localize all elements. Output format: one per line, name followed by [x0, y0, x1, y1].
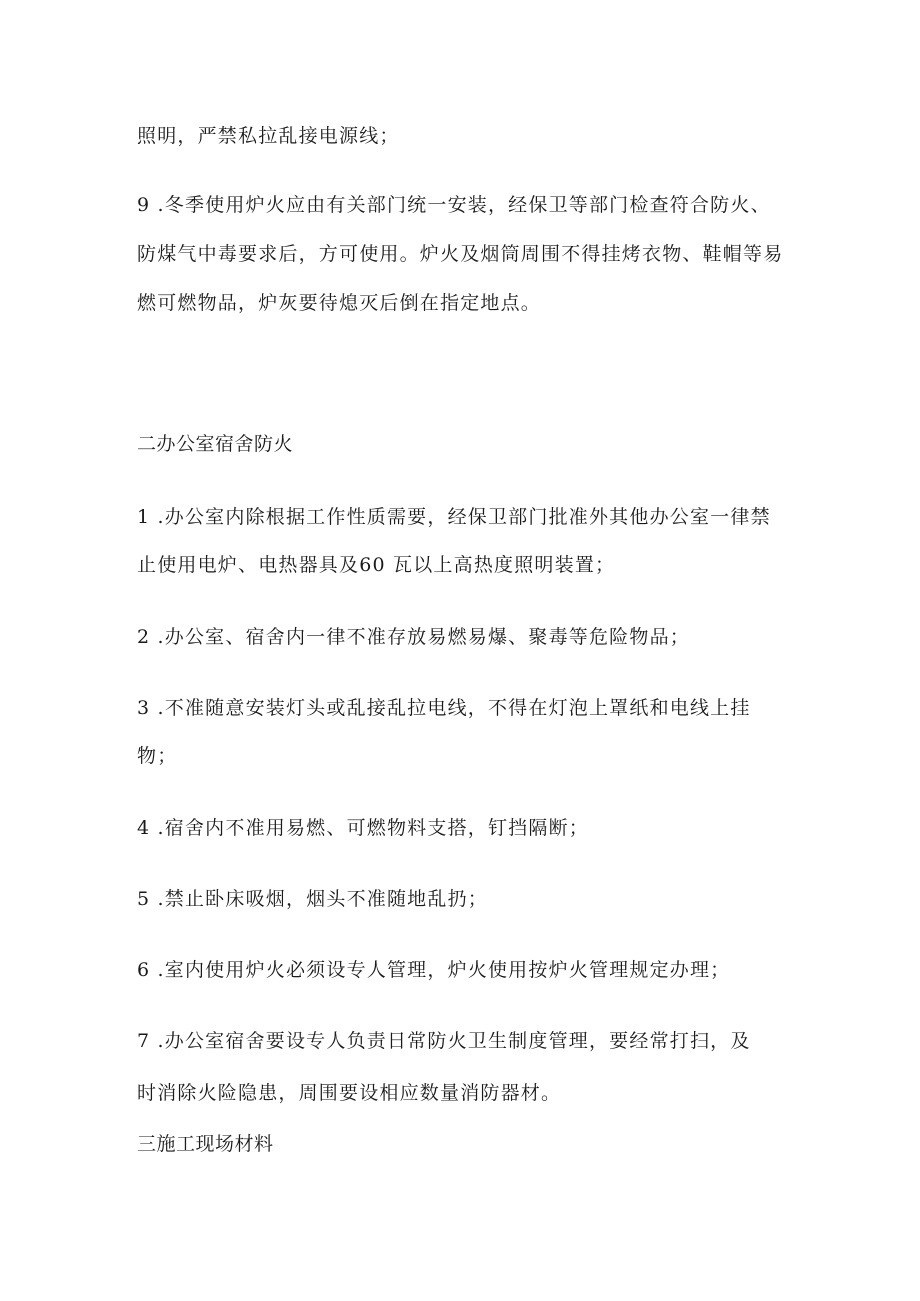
- section-2-item-3-line-1: 3 .不准随意安装灯头或乱接乱拉电线，不得在灯泡上罩纸和电线上挂: [137, 697, 751, 719]
- section-2-item-6-line-1: 6 .室内使用炉火必须设专人管理，炉火使用按炉火管理规定办理；: [137, 959, 731, 981]
- section-2-item-2-line-1: 2 .办公室、宿舍内一律不准存放易燃易爆、聚毒等危险物品；: [137, 626, 690, 648]
- section-2-item-3-line-2: 物；: [137, 745, 178, 767]
- section-2-item-5-line-1: 5 .禁止卧床吸烟，烟头不准随地乱扔；: [137, 888, 488, 910]
- item-9-line-3: 燃可燃物品，炉灰要待熄灭后倒在指定地点。: [137, 292, 542, 314]
- section-2-item-4-line-1: 4 .宿舍内不准用易燃、可燃物料支搭，钉挡隔断；: [137, 817, 589, 839]
- item-9-line-1: 9 .冬季使用炉火应由有关部门统一安装，经保卫等部门检查符合防火、: [137, 194, 771, 216]
- section-2-item-7-line-2: 时消除火险隐患，周围要设相应数量消防器材。: [137, 1082, 562, 1104]
- section-2-item-1-line-1: 1 .办公室内除根据工作性质需要，经保卫部门批准外其他办公室一律禁: [137, 506, 771, 528]
- section-2-item-1-line-2: 止使用电炉、电热器具及60 瓦以上高热度照明装置；: [137, 554, 616, 576]
- paragraph-line: 照明，严禁私拉乱接电源线；: [137, 125, 400, 147]
- section-2-item-7-line-1: 7 .办公室宿舍要设专人负责日常防火卫生制度管理，要经常打扫，及: [137, 1030, 751, 1052]
- section-3-heading: 三施工现场材料: [137, 1133, 274, 1155]
- section-2-heading: 二办公室宿舍防火: [137, 433, 294, 455]
- item-9-line-2: 防煤气中毒要求后，方可使用。炉火及烟筒周围不得挂烤衣物、鞋帽等易: [137, 243, 784, 265]
